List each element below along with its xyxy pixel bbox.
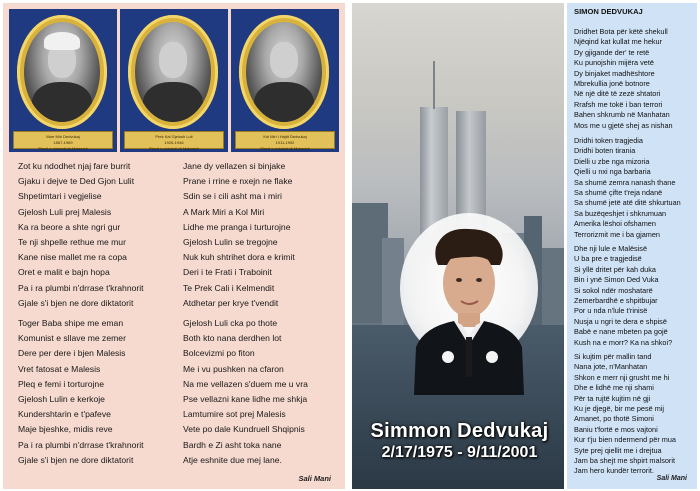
poem-line: Sa shumë çifte t'reja ndanë bbox=[574, 188, 663, 198]
poem-line: Gjelosh Lulin se tregojne bbox=[183, 237, 278, 248]
poem-line: Lamtumire sot prej Malesis bbox=[183, 409, 286, 420]
poem-line: Prane i rrine e nxejn ne flake bbox=[183, 176, 293, 187]
poem-line: Atdhetar per krye t'vendit bbox=[183, 297, 279, 308]
portrait-row bbox=[9, 9, 339, 152]
poem-line: Bin i ynë Simon Ded Vuka bbox=[574, 275, 659, 285]
poem-line: Maje bjeshke, midis reve bbox=[18, 424, 113, 435]
poem-stanza-2 bbox=[574, 136, 681, 240]
poem-line: Vret fatosat e Malesis bbox=[18, 363, 101, 374]
poem-line: Deri i te Frati i Traboinit bbox=[183, 267, 272, 278]
photo-name: Simmon Dedvukaj bbox=[370, 420, 549, 442]
poem-line: Baniu t'fortë e mos vajtoni bbox=[574, 424, 658, 434]
left-page bbox=[3, 3, 345, 489]
poem-line: Pa i ra plumbi n'drrase t'krahnorit bbox=[18, 439, 144, 450]
plaque-name: Kol Miri i Hajtit Dedvukaj bbox=[263, 134, 307, 139]
poem-line: Oret e malit e bajn hopa bbox=[18, 267, 110, 278]
poem-line: Both kto nana derdhen lot bbox=[183, 333, 282, 344]
right-page bbox=[352, 3, 697, 489]
poem-line: Kush na e morr? Ka na shkoi? bbox=[574, 337, 673, 347]
memorial-photo bbox=[352, 3, 564, 489]
portrait-frame-3 bbox=[231, 9, 339, 152]
portrait-photo bbox=[135, 22, 211, 122]
portrait-frame-1 bbox=[9, 9, 117, 152]
poem-line: Zemerbardhë e shpitbujar bbox=[574, 296, 658, 306]
poem-line: Shkon e merr nji grusht me hi bbox=[574, 372, 670, 382]
poem-line: Dere per dere i bjen Malesis bbox=[18, 348, 126, 359]
man-portrait bbox=[414, 225, 524, 395]
poem-line: Qielli u nxi nga barbaria bbox=[574, 167, 651, 177]
poem-line: Ka ra beore a shte ngri gur bbox=[18, 221, 121, 232]
poem-line: Syte prej qiellit me i drejtua bbox=[574, 445, 662, 455]
poem-line: Bahen shkrumb në Manhatan bbox=[574, 110, 670, 120]
poem-line: Dridhi boten tirania bbox=[574, 146, 636, 156]
poem-line: Gjelosh Luli cka po thote bbox=[183, 318, 278, 328]
poem-line: Vete po dale Kundruell Shqipnis bbox=[183, 424, 305, 435]
plaque-years: 1926-1946 bbox=[164, 140, 184, 145]
poem-line: Ku je djegë, bir me pesë mij bbox=[574, 404, 665, 414]
signature: Sali Mani bbox=[298, 474, 331, 483]
poem-line: Kundershtarin e t'pafeve bbox=[18, 409, 111, 420]
portrait-plaque bbox=[235, 131, 335, 149]
poem-line: Sa shumë zemra nanash thane bbox=[574, 177, 676, 187]
poem-line: Terrorizmit me i ba gjamen bbox=[574, 229, 660, 239]
poem-line: Bolcevizmi po fiton bbox=[183, 348, 255, 359]
poem-line: Lidhe me pranga i turturojne bbox=[183, 221, 291, 232]
poem-line: Pse vellazni kane lidhe me shkja bbox=[183, 394, 308, 405]
plaque-caption: Pjesë e shkrimit të Malesisë bbox=[149, 146, 199, 151]
plaque-name: Prek Kal Gjelosh Luli bbox=[155, 134, 193, 139]
plaque-name: Marr Miri Dedvukaj bbox=[46, 134, 80, 139]
poem-line: Pa i ra plumbi n'drrase t'krahnorit bbox=[18, 282, 144, 293]
portrait-oval bbox=[128, 15, 218, 129]
poem-line: Te Prek Cali i Kelmendit bbox=[183, 282, 275, 293]
poem-line: Komunist e sllave me zemer bbox=[18, 333, 126, 344]
poem-title: SIMON DEDVUKAJ bbox=[574, 7, 643, 16]
poem-line: Toger Baba shipe me eman bbox=[18, 318, 124, 328]
poem-line: Jane dy vellazen si binjake bbox=[183, 161, 286, 171]
poem-line: U ba pre e tragjedisë bbox=[574, 254, 642, 264]
plaque-years: 1911-1992 bbox=[275, 140, 295, 145]
plaque-years: 1867-1969 bbox=[53, 140, 73, 145]
poem-line: Kane nise mallet me ra copa bbox=[18, 252, 127, 263]
poem-stanza-1 bbox=[574, 27, 673, 131]
poem-line: Zot ku ndodhet njaj fare burrit bbox=[18, 161, 131, 171]
poem-line: Si yllë dritet për kah duka bbox=[574, 264, 656, 274]
poem-line: Dhe nji lule e Malësisë bbox=[574, 244, 648, 253]
poem-line: Atje eshnite due mej lane. bbox=[183, 454, 282, 465]
poem-stanza-2-left bbox=[18, 316, 144, 468]
portrait-plaque bbox=[124, 131, 224, 149]
portrait-plaque bbox=[13, 131, 113, 149]
portrait-frame-2 bbox=[120, 9, 228, 152]
poem-stanza-2-right bbox=[183, 316, 308, 468]
poem-line: Mbrekullia jonë botnore bbox=[574, 79, 650, 89]
poem-line: Na me vellazen s'duem me u vra bbox=[183, 378, 308, 389]
poem-line: Gjelosh Luli prej Malesis bbox=[18, 206, 112, 217]
plaque-caption: Pjesë e shkrimit të Malesisë bbox=[38, 146, 88, 151]
poem-line: A Mark Miri a Kol Miri bbox=[183, 206, 265, 217]
poem-line: Bardh e Zi asht toka nane bbox=[183, 439, 282, 450]
portrait-photo bbox=[24, 22, 100, 122]
portrait-photo bbox=[246, 22, 322, 122]
poem-line: Jam hero kundër terrorit. bbox=[574, 466, 654, 476]
poem-line: Shpetimtari i vegjelise bbox=[18, 191, 102, 202]
poem-line: Ku punojshin mijëra vetë bbox=[574, 58, 654, 68]
poem-line: Sdin se i cili asht ma i miri bbox=[183, 191, 282, 202]
poem-line: Nana jote, n'Manhatan bbox=[574, 362, 648, 372]
poem-line: Në një ditë të zezë shtatori bbox=[574, 89, 661, 99]
tower-antenna bbox=[433, 61, 435, 109]
portrait-oval bbox=[17, 15, 107, 129]
poem-stanza-1-right bbox=[183, 159, 295, 311]
poem-line: Dy gjigande der' te retë bbox=[574, 47, 650, 57]
plaque-caption: Pjesë e shkrimit të Malesisë bbox=[260, 146, 310, 151]
poem-line: Njëqind kat kullat me hekur bbox=[574, 37, 663, 47]
poem-line: Mos me u gjetë shej as nishan bbox=[574, 120, 673, 130]
signature: Sali Mani bbox=[656, 475, 687, 482]
portrait-oval bbox=[239, 15, 329, 129]
poem-line: Për ta rujtë kujtim në gji bbox=[574, 393, 651, 403]
poem-line: Dy binjaket madhështore bbox=[574, 68, 655, 78]
poem-line: Rrafsh me tokë i ban terrori bbox=[574, 99, 663, 109]
poem-line: Dhe e lidhë me nji shami bbox=[574, 383, 654, 393]
poem-stanza-4 bbox=[574, 352, 676, 477]
poem-line: Kur t'ju bien ndermend për mua bbox=[574, 435, 676, 445]
poem-line: Si sokol ndër moshatarë bbox=[574, 285, 653, 295]
poem-line: Babë e nane mbeten pa gojë bbox=[574, 327, 668, 337]
poem-line: Gjaku i dejve te Ded Gjon Lulit bbox=[18, 176, 135, 187]
poem-line: Amerika lëshoi ofshamen bbox=[574, 219, 656, 229]
poem-line: Me i vu pushken na cfaron bbox=[183, 363, 284, 374]
poem-line: Si kujtim për mallin tand bbox=[574, 352, 652, 361]
poem-line: Dridhet Bota për këtë shekull bbox=[574, 27, 668, 36]
poem-line: Gjale s'i bjen ne dore diktatorit bbox=[18, 297, 134, 308]
poem-line: Te nji shpelle rethue me mur bbox=[18, 237, 126, 248]
poem-line: Sa shumë jetë atë ditë shkurtuan bbox=[574, 198, 681, 208]
poem-line: Gjelosh Lulin e kerkoje bbox=[18, 394, 105, 405]
photo-dates: 2/17/1975 - 9/11/2001 bbox=[381, 444, 538, 461]
skyline-building bbox=[542, 248, 564, 328]
poem-stanza-1-left bbox=[18, 159, 144, 311]
poem-stanza-3 bbox=[574, 244, 672, 348]
poem-line: Nuk kuh shtrihet dora e krimit bbox=[183, 252, 295, 263]
poem-line: Por u nda n'lule t'rinisë bbox=[574, 306, 648, 316]
poem-line: Gjale s'i bjen ne dore diktatorit bbox=[18, 454, 134, 465]
poem-line: Sa buzëqeshjet i shkrumuan bbox=[574, 208, 667, 218]
right-text-column bbox=[567, 3, 697, 489]
poem-line: Jam ba shejt me shpirt malsorit bbox=[574, 456, 675, 466]
poem-line: Dielli u zbe nga mizoria bbox=[574, 156, 650, 166]
poem-line: Amanet, po thotë Simoni bbox=[574, 414, 654, 424]
poem-line: Nusja u ngri te dera e shpisë bbox=[574, 316, 667, 326]
poem-line: Pleq e femi i torturojne bbox=[18, 378, 104, 389]
poem-line: Dridhi token tragjedia bbox=[574, 136, 643, 145]
